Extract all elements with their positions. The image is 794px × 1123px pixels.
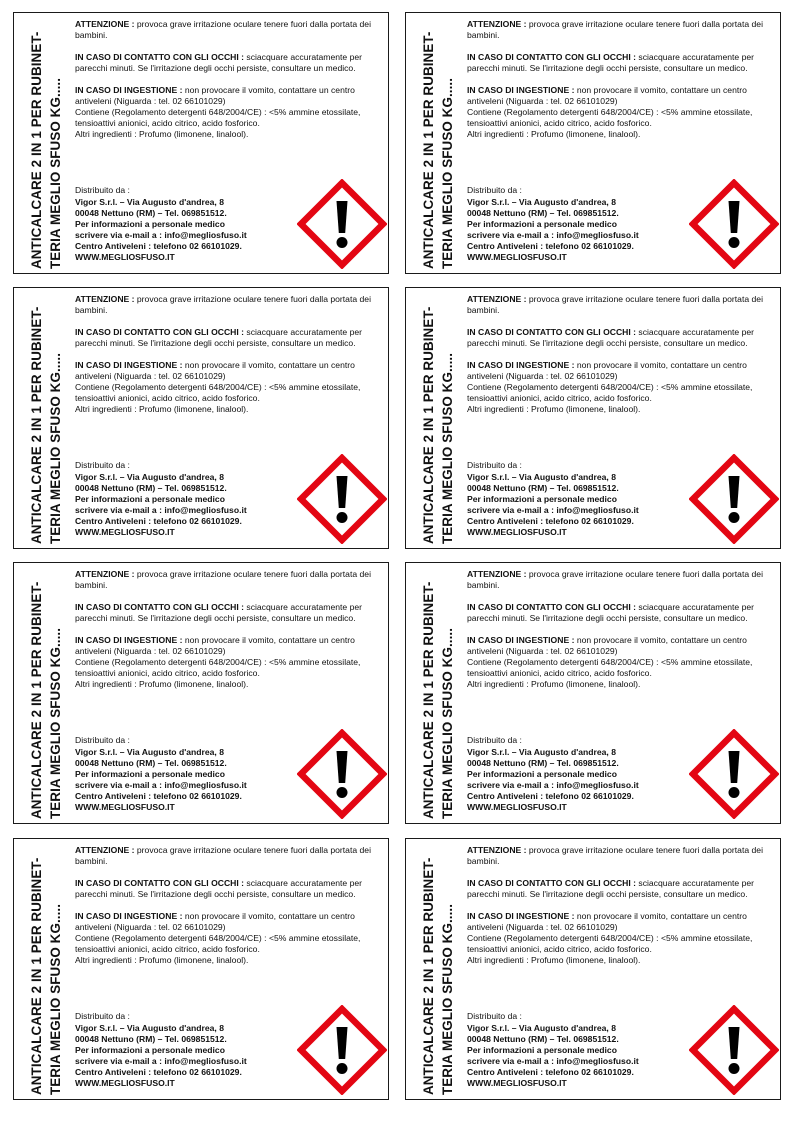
label-title <box>415 839 461 1099</box>
label-title <box>415 288 461 548</box>
contains-paragraph: Contiene (Regolamento detergenti 648/2004/CE) : <5% ammine etossilate, tensioattivi anionici, acido citrico, acido fosforico. <box>75 382 361 403</box>
poison-center-line: Centro Antiveleni : telefono 02 66101029. <box>467 241 634 251</box>
label-text <box>467 19 779 140</box>
attention-body: provoca grave irritazione oculare tenere fuori dalla portata dei bambini. <box>75 845 371 866</box>
distributor-address-1: Vigor S.r.l. – Via Augusto d'andrea, 8 <box>467 472 616 482</box>
attention-body: provoca grave irritazione oculare tenere fuori dalla portata dei bambini. <box>75 569 371 590</box>
ingestion-paragraph <box>75 360 387 382</box>
ingestion-heading: IN CASO DI INGESTIONE : <box>467 911 575 921</box>
ingestion-body: non provocare il vomito, contattare un centro antiveleni (Niguarda : tel. 02 66101029) <box>467 635 747 656</box>
ghs07-exclamation-icon <box>689 454 779 544</box>
ingestion-heading: IN CASO DI INGESTIONE : <box>467 635 575 645</box>
title-line-1: ANTICALCARE 2 IN 1 PER RUBINET- <box>421 581 436 819</box>
website-line: WWW.MEGLIOSFUSO.IT <box>75 802 175 812</box>
contains-paragraph: Contiene (Regolamento detergenti 648/2004/CE) : <5% ammine etossilate, tensioattivi anionici, acido citrico, acido fosforico. <box>75 657 361 678</box>
poison-center-line: Centro Antiveleni : telefono 02 66101029. <box>467 516 634 526</box>
other-ingredients-paragraph: Altri ingredienti : Profumo (limonene, linalool). <box>467 679 641 689</box>
medical-email-line: scrivere via e-mail a : info@megliosfuso.it <box>75 230 247 240</box>
eye-contact-paragraph <box>467 878 779 900</box>
eye-contact-body: sciacquare accuratamente per parecchi minuti. Se l'irritazione degli occhi persiste, consultare un medico. <box>75 878 363 899</box>
title-line-2: TERIA MEGLIO SFUSO KG..... <box>440 77 455 269</box>
eye-contact-heading: IN CASO DI CONTATTO CON GLI OCCHI : <box>75 602 245 612</box>
attention-body: provoca grave irritazione oculare tenere fuori dalla portata dei bambini. <box>467 569 763 590</box>
attention-heading: ATTENZIONE : <box>75 19 135 29</box>
medical-info-line: Per informazioni a personale medico <box>75 494 225 504</box>
ingestion-paragraph <box>467 85 779 107</box>
title-line-1: ANTICALCARE 2 IN 1 PER RUBINET- <box>29 857 44 1095</box>
distributor-block <box>467 1011 677 1089</box>
distributor-address-1: Vigor S.r.l. – Via Augusto d'andrea, 8 <box>75 1023 224 1033</box>
product-label-6 <box>405 562 781 824</box>
attention-paragraph <box>467 294 779 316</box>
website-line: WWW.MEGLIOSFUSO.IT <box>467 252 567 262</box>
ingestion-paragraph <box>467 360 779 382</box>
distributor-address-1: Vigor S.r.l. – Via Augusto d'andrea, 8 <box>467 1023 616 1033</box>
contains-paragraph: Contiene (Regolamento detergenti 648/2004/CE) : <5% ammine etossilate, tensioattivi anionici, acido citrico, acido fosforico. <box>467 107 753 128</box>
eye-contact-heading: IN CASO DI CONTATTO CON GLI OCCHI : <box>467 878 637 888</box>
distributor-address-1: Vigor S.r.l. – Via Augusto d'andrea, 8 <box>75 472 224 482</box>
label-text <box>75 845 387 966</box>
eye-contact-body: sciacquare accuratamente per parecchi minuti. Se l'irritazione degli occhi persiste, consultare un medico. <box>75 327 363 348</box>
ingestion-heading: IN CASO DI INGESTIONE : <box>75 360 183 370</box>
ingestion-body: non provocare il vomito, contattare un centro antiveleni (Niguarda : tel. 02 66101029) <box>75 360 355 381</box>
attention-heading: ATTENZIONE : <box>75 569 135 579</box>
ingestion-body: non provocare il vomito, contattare un centro antiveleni (Niguarda : tel. 02 66101029) <box>467 360 747 381</box>
distributor-address-2: 00048 Nettuno (RM) – Tel. 069851512. <box>467 208 619 218</box>
attention-heading: ATTENZIONE : <box>467 569 527 579</box>
website-line: WWW.MEGLIOSFUSO.IT <box>75 1078 175 1088</box>
product-label-7 <box>13 838 389 1100</box>
eye-contact-paragraph <box>75 602 387 624</box>
title-line-1: ANTICALCARE 2 IN 1 PER RUBINET- <box>421 31 436 269</box>
attention-paragraph <box>467 19 779 41</box>
ingestion-heading: IN CASO DI INGESTIONE : <box>467 85 575 95</box>
distributor-address-1: Vigor S.r.l. – Via Augusto d'andrea, 8 <box>467 197 616 207</box>
label-title <box>415 13 461 273</box>
distributor-block <box>467 460 677 538</box>
attention-heading: ATTENZIONE : <box>467 294 527 304</box>
other-ingredients-paragraph: Altri ingredienti : Profumo (limonene, linalool). <box>467 955 641 965</box>
attention-paragraph <box>467 845 779 867</box>
label-title <box>23 839 69 1099</box>
attention-body: provoca grave irritazione oculare tenere fuori dalla portata dei bambini. <box>75 294 371 315</box>
ingestion-paragraph <box>75 635 387 657</box>
poison-center-line: Centro Antiveleni : telefono 02 66101029. <box>467 791 634 801</box>
ghs07-exclamation-icon <box>297 1005 387 1095</box>
eye-contact-heading: IN CASO DI CONTATTO CON GLI OCCHI : <box>467 602 637 612</box>
ghs07-exclamation-icon <box>689 729 779 819</box>
eye-contact-paragraph <box>467 327 779 349</box>
medical-info-line: Per informazioni a personale medico <box>75 1045 225 1055</box>
title-line-1: ANTICALCARE 2 IN 1 PER RUBINET- <box>29 31 44 269</box>
ghs07-exclamation-icon <box>297 729 387 819</box>
eye-contact-heading: IN CASO DI CONTATTO CON GLI OCCHI : <box>75 878 245 888</box>
medical-email-line: scrivere via e-mail a : info@megliosfuso.it <box>75 505 247 515</box>
product-label-3 <box>13 287 389 549</box>
other-ingredients-paragraph: Altri ingredienti : Profumo (limonene, linalool). <box>75 129 249 139</box>
eye-contact-body: sciacquare accuratamente per parecchi minuti. Se l'irritazione degli occhi persiste, consultare un medico. <box>467 52 755 73</box>
contains-paragraph: Contiene (Regolamento detergenti 648/2004/CE) : <5% ammine etossilate, tensioattivi anionici, acido citrico, acido fosforico. <box>75 933 361 954</box>
ingestion-paragraph <box>75 85 387 107</box>
distributor-address-2: 00048 Nettuno (RM) – Tel. 069851512. <box>75 758 227 768</box>
distributed-by-label: Distribuito da : <box>467 735 522 745</box>
distributor-address-2: 00048 Nettuno (RM) – Tel. 069851512. <box>75 1034 227 1044</box>
ingestion-body: non provocare il vomito, contattare un centro antiveleni (Niguarda : tel. 02 66101029) <box>75 635 355 656</box>
medical-email-line: scrivere via e-mail a : info@megliosfuso.it <box>467 1056 639 1066</box>
medical-email-line: scrivere via e-mail a : info@megliosfuso.it <box>467 780 639 790</box>
poison-center-line: Centro Antiveleni : telefono 02 66101029. <box>75 791 242 801</box>
medical-info-line: Per informazioni a personale medico <box>467 1045 617 1055</box>
distributor-address-2: 00048 Nettuno (RM) – Tel. 069851512. <box>75 483 227 493</box>
title-line-2: TERIA MEGLIO SFUSO KG..... <box>48 77 63 269</box>
attention-paragraph <box>467 569 779 591</box>
ingestion-heading: IN CASO DI INGESTIONE : <box>75 85 183 95</box>
eye-contact-body: sciacquare accuratamente per parecchi minuti. Se l'irritazione degli occhi persiste, consultare un medico. <box>467 327 755 348</box>
poison-center-line: Centro Antiveleni : telefono 02 66101029. <box>467 1067 634 1077</box>
medical-info-line: Per informazioni a personale medico <box>75 219 225 229</box>
attention-body: provoca grave irritazione oculare tenere fuori dalla portata dei bambini. <box>467 19 763 40</box>
other-ingredients-paragraph: Altri ingredienti : Profumo (limonene, linalool). <box>75 955 249 965</box>
label-title <box>23 563 69 823</box>
label-text <box>75 294 387 415</box>
website-line: WWW.MEGLIOSFUSO.IT <box>75 252 175 262</box>
title-line-1: ANTICALCARE 2 IN 1 PER RUBINET- <box>421 306 436 544</box>
product-label-2 <box>405 12 781 274</box>
distributor-address-2: 00048 Nettuno (RM) – Tel. 069851512. <box>467 483 619 493</box>
eye-contact-heading: IN CASO DI CONTATTO CON GLI OCCHI : <box>75 52 245 62</box>
distributor-address-2: 00048 Nettuno (RM) – Tel. 069851512. <box>467 758 619 768</box>
label-title <box>415 563 461 823</box>
distributor-block <box>75 1011 285 1089</box>
medical-email-line: scrivere via e-mail a : info@megliosfuso.it <box>75 1056 247 1066</box>
attention-heading: ATTENZIONE : <box>75 294 135 304</box>
title-line-2: TERIA MEGLIO SFUSO KG..... <box>48 903 63 1095</box>
medical-info-line: Per informazioni a personale medico <box>75 769 225 779</box>
ingestion-body: non provocare il vomito, contattare un centro antiveleni (Niguarda : tel. 02 66101029) <box>75 911 355 932</box>
contains-paragraph: Contiene (Regolamento detergenti 648/2004/CE) : <5% ammine etossilate, tensioattivi anionici, acido citrico, acido fosforico. <box>75 107 361 128</box>
label-text <box>75 569 387 690</box>
product-label-4 <box>405 287 781 549</box>
distributed-by-label: Distribuito da : <box>75 1011 130 1021</box>
medical-info-line: Per informazioni a personale medico <box>467 219 617 229</box>
label-text <box>75 19 387 140</box>
attention-heading: ATTENZIONE : <box>467 19 527 29</box>
eye-contact-body: sciacquare accuratamente per parecchi minuti. Se l'irritazione degli occhi persiste, consultare un medico. <box>75 602 363 623</box>
distributed-by-label: Distribuito da : <box>467 460 522 470</box>
contains-paragraph: Contiene (Regolamento detergenti 648/2004/CE) : <5% ammine etossilate, tensioattivi anionici, acido citrico, acido fosforico. <box>467 382 753 403</box>
title-line-1: ANTICALCARE 2 IN 1 PER RUBINET- <box>29 306 44 544</box>
distributed-by-label: Distribuito da : <box>75 735 130 745</box>
website-line: WWW.MEGLIOSFUSO.IT <box>75 527 175 537</box>
ingestion-heading: IN CASO DI INGESTIONE : <box>75 911 183 921</box>
attention-paragraph <box>75 294 387 316</box>
ingestion-paragraph <box>467 911 779 933</box>
other-ingredients-paragraph: Altri ingredienti : Profumo (limonene, linalool). <box>75 404 249 414</box>
attention-paragraph <box>75 19 387 41</box>
distributor-address-2: 00048 Nettuno (RM) – Tel. 069851512. <box>75 208 227 218</box>
eye-contact-heading: IN CASO DI CONTATTO CON GLI OCCHI : <box>75 327 245 337</box>
product-label-1 <box>13 12 389 274</box>
ingestion-body: non provocare il vomito, contattare un centro antiveleni (Niguarda : tel. 02 66101029) <box>467 911 747 932</box>
label-title <box>23 288 69 548</box>
label-text <box>467 845 779 966</box>
attention-heading: ATTENZIONE : <box>467 845 527 855</box>
website-line: WWW.MEGLIOSFUSO.IT <box>467 527 567 537</box>
other-ingredients-paragraph: Altri ingredienti : Profumo (limonene, linalool). <box>467 129 641 139</box>
website-line: WWW.MEGLIOSFUSO.IT <box>467 1078 567 1088</box>
ingestion-body: non provocare il vomito, contattare un centro antiveleni (Niguarda : tel. 02 66101029) <box>75 85 355 106</box>
eye-contact-paragraph <box>75 52 387 74</box>
attention-body: provoca grave irritazione oculare tenere fuori dalla portata dei bambini. <box>75 19 371 40</box>
medical-email-line: scrivere via e-mail a : info@megliosfuso.it <box>467 230 639 240</box>
eye-contact-paragraph <box>75 327 387 349</box>
distributed-by-label: Distribuito da : <box>75 185 130 195</box>
distributor-address-1: Vigor S.r.l. – Via Augusto d'andrea, 8 <box>467 747 616 757</box>
distributed-by-label: Distribuito da : <box>467 1011 522 1021</box>
other-ingredients-paragraph: Altri ingredienti : Profumo (limonene, linalool). <box>467 404 641 414</box>
medical-email-line: scrivere via e-mail a : info@megliosfuso.it <box>75 780 247 790</box>
eye-contact-paragraph <box>75 878 387 900</box>
ghs07-exclamation-icon <box>689 179 779 269</box>
label-text <box>467 294 779 415</box>
eye-contact-heading: IN CASO DI CONTATTO CON GLI OCCHI : <box>467 52 637 62</box>
attention-paragraph <box>75 845 387 867</box>
product-label-8 <box>405 838 781 1100</box>
attention-body: provoca grave irritazione oculare tenere fuori dalla portata dei bambini. <box>467 845 763 866</box>
title-line-2: TERIA MEGLIO SFUSO KG..... <box>48 352 63 544</box>
eye-contact-body: sciacquare accuratamente per parecchi minuti. Se l'irritazione degli occhi persiste, consultare un medico. <box>467 878 755 899</box>
ghs07-exclamation-icon <box>689 1005 779 1095</box>
title-line-1: ANTICALCARE 2 IN 1 PER RUBINET- <box>421 857 436 1095</box>
label-title <box>23 13 69 273</box>
title-line-2: TERIA MEGLIO SFUSO KG..... <box>440 352 455 544</box>
distributor-address-1: Vigor S.r.l. – Via Augusto d'andrea, 8 <box>75 747 224 757</box>
ingestion-paragraph <box>75 911 387 933</box>
ingestion-paragraph <box>467 635 779 657</box>
title-line-2: TERIA MEGLIO SFUSO KG..... <box>48 627 63 819</box>
title-line-2: TERIA MEGLIO SFUSO KG..... <box>440 903 455 1095</box>
attention-heading: ATTENZIONE : <box>75 845 135 855</box>
title-line-1: ANTICALCARE 2 IN 1 PER RUBINET- <box>29 581 44 819</box>
distributor-block <box>75 460 285 538</box>
medical-info-line: Per informazioni a personale medico <box>467 769 617 779</box>
product-label-5 <box>13 562 389 824</box>
distributor-block <box>75 185 285 263</box>
title-line-2: TERIA MEGLIO SFUSO KG..... <box>440 627 455 819</box>
website-line: WWW.MEGLIOSFUSO.IT <box>467 802 567 812</box>
distributed-by-label: Distribuito da : <box>467 185 522 195</box>
label-text <box>467 569 779 690</box>
distributed-by-label: Distribuito da : <box>75 460 130 470</box>
distributor-address-1: Vigor S.r.l. – Via Augusto d'andrea, 8 <box>75 197 224 207</box>
eye-contact-body: sciacquare accuratamente per parecchi minuti. Se l'irritazione degli occhi persiste, consultare un medico. <box>75 52 363 73</box>
distributor-block <box>467 185 677 263</box>
distributor-address-2: 00048 Nettuno (RM) – Tel. 069851512. <box>467 1034 619 1044</box>
contains-paragraph: Contiene (Regolamento detergenti 648/2004/CE) : <5% ammine etossilate, tensioattivi anionici, acido citrico, acido fosforico. <box>467 933 753 954</box>
distributor-block <box>75 735 285 813</box>
ingestion-heading: IN CASO DI INGESTIONE : <box>467 360 575 370</box>
ghs07-exclamation-icon <box>297 454 387 544</box>
poison-center-line: Centro Antiveleni : telefono 02 66101029. <box>75 516 242 526</box>
poison-center-line: Centro Antiveleni : telefono 02 66101029. <box>75 1067 242 1077</box>
attention-body: provoca grave irritazione oculare tenere fuori dalla portata dei bambini. <box>467 294 763 315</box>
eye-contact-heading: IN CASO DI CONTATTO CON GLI OCCHI : <box>467 327 637 337</box>
ingestion-body: non provocare il vomito, contattare un centro antiveleni (Niguarda : tel. 02 66101029) <box>467 85 747 106</box>
eye-contact-body: sciacquare accuratamente per parecchi minuti. Se l'irritazione degli occhi persiste, consultare un medico. <box>467 602 755 623</box>
ghs07-exclamation-icon <box>297 179 387 269</box>
attention-paragraph <box>75 569 387 591</box>
ingestion-heading: IN CASO DI INGESTIONE : <box>75 635 183 645</box>
eye-contact-paragraph <box>467 52 779 74</box>
medical-info-line: Per informazioni a personale medico <box>467 494 617 504</box>
other-ingredients-paragraph: Altri ingredienti : Profumo (limonene, linalool). <box>75 679 249 689</box>
distributor-block <box>467 735 677 813</box>
eye-contact-paragraph <box>467 602 779 624</box>
contains-paragraph: Contiene (Regolamento detergenti 648/2004/CE) : <5% ammine etossilate, tensioattivi anionici, acido citrico, acido fosforico. <box>467 657 753 678</box>
medical-email-line: scrivere via e-mail a : info@megliosfuso.it <box>467 505 639 515</box>
poison-center-line: Centro Antiveleni : telefono 02 66101029. <box>75 241 242 251</box>
